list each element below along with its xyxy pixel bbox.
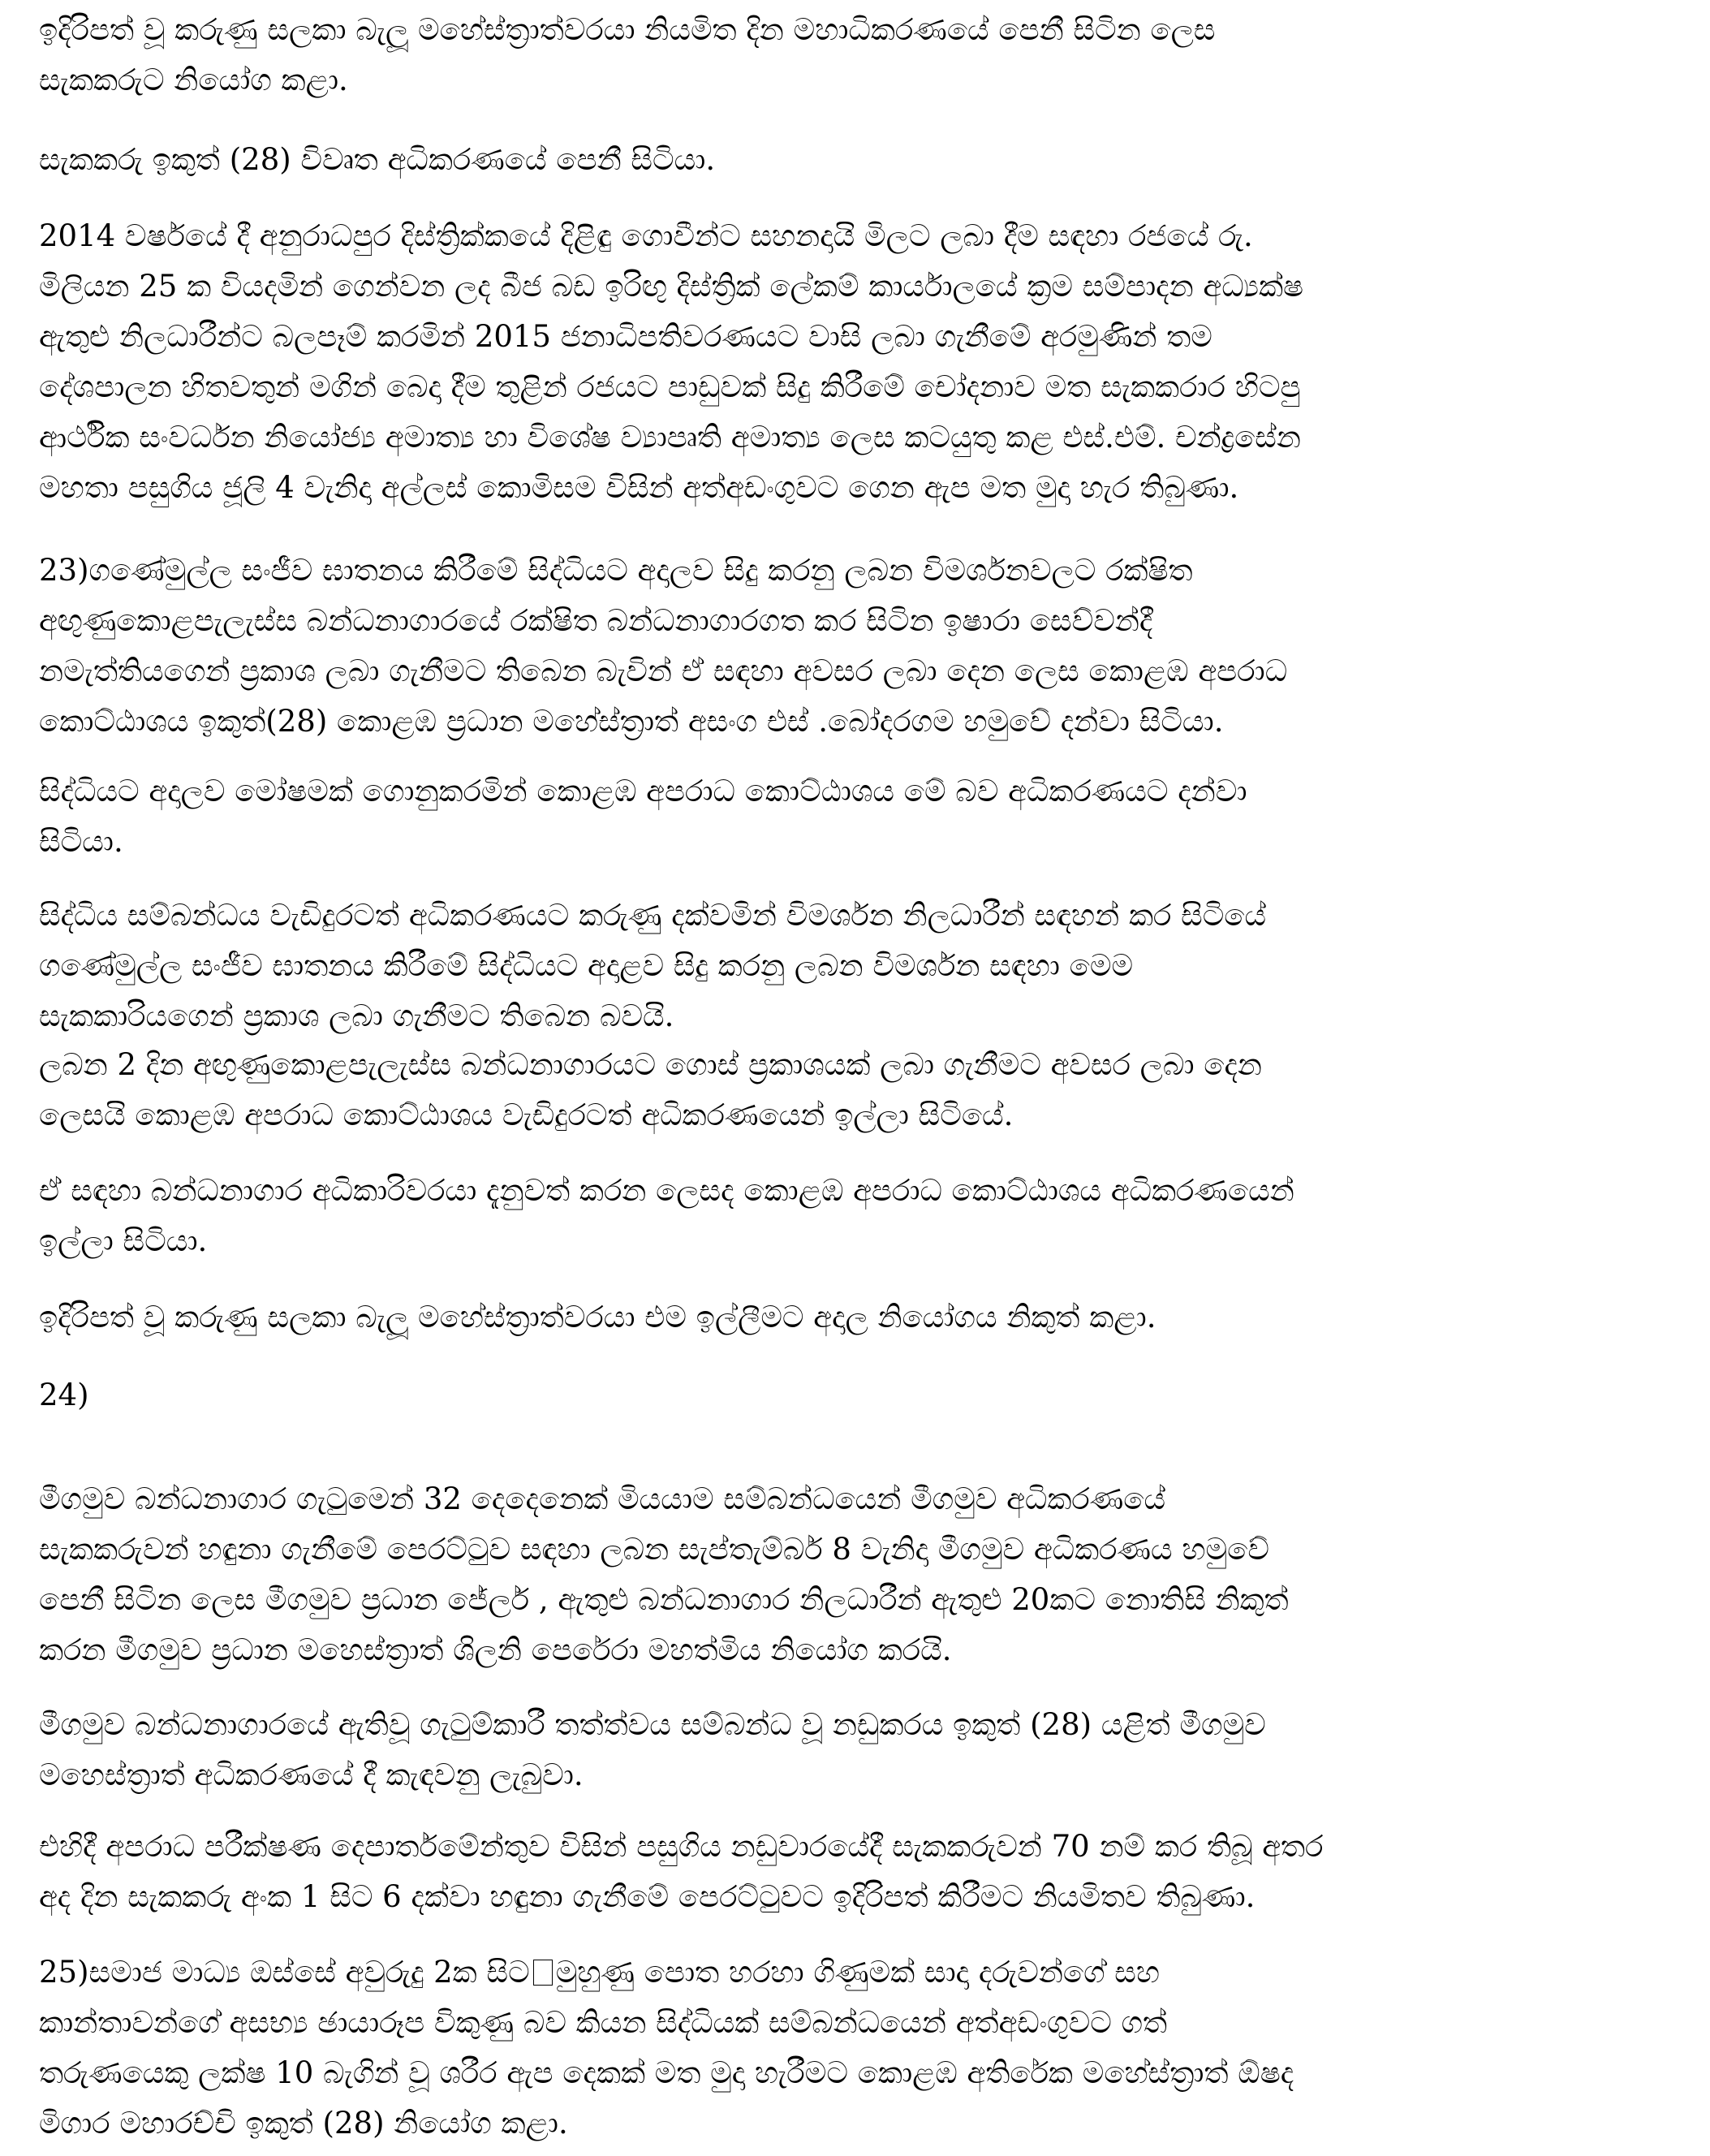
missing-glyph-box-icon	[533, 1960, 553, 1986]
text-line: සිටියා.	[39, 824, 123, 859]
text-segment: 25)සමාජ මාධ්‍ය ඔස්සේ අවුරුදු 2ක සිට	[39, 1955, 530, 1990]
text-line: අද දින සැකකරු අංක 1 සිට 6 දක්වා හඳුනා ගැනීමේ පෙරට්ටුවට ඉදිරිපත් කිරීමට නියමිතව තිබුණා.	[39, 1879, 1256, 1914]
paragraph-1	[39, 5, 1216, 106]
paragraph-8	[39, 1166, 1294, 1266]
text-line: කරන මීගමුව ප්‍රධාන මහෙස්ත්‍රාත් ශිලනි පෙරේරා මහත්මිය නියෝග කරයි.	[39, 1632, 952, 1667]
text-line: ගණේමුල්ල සංජීව ඝාතනය කිරීමේ සිද්ධියට අදාළව සිදු කරනු ලබන විමර්ශන සඳහා මෙම	[39, 948, 1134, 983]
text-line: සිද්ධිය සම්බන්ධය වැඩිදුරටත් අධිකරණයට කරුණු දක්වමින් විමර්ශන නිලධාරීන් සඳහන් කර සිටියේ	[39, 898, 1267, 933]
text-line: ඒ සඳහා බන්ධනාගාර අධිකාරිවරයා දැනුවත් කරන ලෙසද කොළඹ අපරාධ කොට්ඨාශය අධිකරණයෙන්	[39, 1173, 1294, 1208]
text-line: සැකකාරියගෙන් ප්‍රකාශ ලබා ගැනීමට තිබෙන බවයි.	[39, 998, 674, 1033]
text-line: කාන්තාවන්ගේ අසභ්‍ය ඡායාරූප විකුණු බව කියන සිද්ධියක් සම්බන්ධයෙන් අත්අඩංගුවට ගත්	[39, 2005, 1168, 2040]
text-line: එහිදී අපරාධ පරීක්ෂණ දෙපාර්තමේන්තුව විසින් පසුගිය නඩුවාරයේදී සැකකරුවන් 70 නම් කර තිබූ අතර	[39, 1829, 1324, 1864]
text-segment: මුහුණු පොත හරහා ගිණුමක් සාදා දරුවන්ගේ සහ	[555, 1955, 1161, 1990]
paragraph-11	[39, 1474, 1289, 1675]
text-line: සැකකරුවන් හඳුනා ගැනීමේ පෙරට්ටුව සඳහා ලබන සැප්තැම්බර් 8 වැනිදා මීගමුව අධිකරණය හමුවේ	[39, 1532, 1269, 1567]
text-line: ඇතුළු නිලධාරීන්ට බලපෑම් කරමින් 2015 ජනාධිපතිවරණයට වාසි ලබා ගැනීමේ අරමුණින් තම	[39, 319, 1213, 354]
text-line: මිගාර මහාරච්චි ඉකුත් (28) නියෝග කළා.	[39, 2106, 568, 2141]
text-line: ආර්ථික සංවර්ධන නියෝජ්‍ය අමාත්‍ය හා විශේෂ ව්‍යාපෘති අමාත්‍ය ලෙස කටයුතු කළ එස්.එම්. චන්ද්‍රසේන	[39, 420, 1301, 455]
text-line: තරුණයෙකු ලක්ෂ 10 බැගින් වූ ශරීර ඇප දෙකක් මත මුදා හැරීමට කොළඹ අතිරේක මහේස්ත්‍රාත් ඕෂද	[39, 2055, 1294, 2090]
text-line: අඟුණුකොළපැලැස්ස බන්ධනාගාරයේ රක්ෂිත බන්ධනාගාරගත කර සිටින ඉෂාරා සෙව්වන්දී	[39, 603, 1153, 638]
text-line: 24)	[39, 1378, 89, 1412]
text-line: කොට්ඨාශය ඉකුත්(28) කොළඹ ප්‍රධාන මහේස්ත්‍රාත් අසංග එස් .බෝදරගම හමුවේ දන්වා සිටියා.	[39, 704, 1224, 739]
paragraph-12	[39, 1700, 1266, 1800]
text-line: මහතා පසුගිය ජූලි 4 වැනිදා අල්ලස් කොමිසම විසින් අත්අඩංගුවට ගෙන ඇප මත මුදා හැර තිබුණා.	[39, 470, 1239, 505]
paragraph-4	[39, 545, 1287, 747]
text-line: මහෙස්ත්‍රාත් අධිකරණයේ දී කැඳවනු ලැබුවා.	[39, 1757, 584, 1792]
paragraph-9	[39, 1292, 1156, 1343]
text-line: සැකකරු ඉකුත් (28) විවෘත අධිකරණයේ පෙනී සිටියා.	[39, 142, 716, 177]
text-line: දේශපාලන හිතවතුන් මගින් බෙදා දීම තුළින් රජයට පාඩුවක් සිදු කිරීමේ චෝදනාව මත සැකකරාර හිටපු	[39, 369, 1301, 404]
text-line: නමැත්තියගෙන් ප්‍රකාශ ලබා ගැනීමට තිබෙන බැවින් ඒ සඳහා අවසර ලබා දෙන ලෙස කොළඹ අපරාධ	[39, 653, 1288, 688]
text-line: ඉල්ලා සිටියා.	[39, 1223, 208, 1258]
text-line: මීගමුව බන්ධනාගාරයේ ඇතිවූ ගැටුම්කාරී තත්ත්වය සම්බන්ධ වූ නඩුකරය ඉකුත් (28) යළිත් මීගමුව	[39, 1707, 1266, 1742]
paragraph-3	[39, 211, 1303, 513]
paragraph-10	[39, 1370, 89, 1421]
paragraph-2	[39, 135, 715, 185]
paragraph-13	[39, 1822, 1323, 1922]
text-line: 23)ගණේමුල්ල සංජීව ඝාතනය කිරීමේ සිද්ධියට අදාලව සිදු කරනු ලබන විමර්ශනවලට රක්ෂිත	[39, 553, 1193, 588]
text-line: ලබන 2 දින අඟුණුකොළපැලැස්ස බන්ධනාගාරයට ගොස් ප්‍රකාශයක් ලබා ගැනීමට අවසර ලබා දෙන	[39, 1047, 1262, 1082]
paragraph-6	[39, 890, 1266, 1041]
text-line	[39, 1947, 1294, 1998]
text-line: මිලියන 25 ක වියදමින් ගෙන්වන ලද බීජ බඩ ඉරිඟු දිස්ත්‍රික් ලේකම් කාර්යාලයේ ක්‍රම සම්පාදන අධ්‍යක්ෂ	[39, 269, 1304, 304]
text-line: සැකකරුට නියෝග කළා.	[39, 63, 348, 97]
text-line: මීගමුව බන්ධනාගාර ගැටුමෙන් 32 දෙදෙනෙක් මියයාම සම්බන්ධයෙන් මීගමුව අධිකරණයේ	[39, 1481, 1166, 1516]
text-line: 2014 වර්ෂයේ දී අනුරාධපුර දිස්ත්‍රික්කයේ දිළිඳු ගොවීන්ට සහනදායි මිලට ලබා දීම සඳහා රජයේ රු.	[39, 218, 1253, 253]
text-line: ලෙසයි කොළඹ අපරාධ කොට්ඨාශය වැඩිදුරටත් අධිකරණයෙන් ඉල්ලා සිටියේ.	[39, 1097, 1014, 1132]
text-line: සිද්ධියට අදාලව මෝෂමක් ගොනුකරමින් කොළඹ අපරාධ කොට්ඨාශය මේ බව අධිකරණයට දන්වා	[39, 774, 1247, 808]
text-line: පෙනී සිටින ලෙස මීගමුව ප්‍රධාන ජේලර් , ඇතුළු බන්ධනාගාර නිලධාරීන් ඇතුළු 20කට නොතිසි නිකුත්	[39, 1582, 1289, 1617]
text-line: ඉදිරිපත් වූ කරුණු සලකා බැලූ මහේස්ත්‍රාත්වරයා එම ඉල්ලීමට අදාල නියෝගය නිකුත් කළා.	[39, 1300, 1157, 1335]
paragraph-5	[39, 766, 1247, 867]
paragraph-14	[39, 1947, 1294, 2149]
paragraph-7	[39, 1040, 1262, 1141]
text-line: ඉදිරිපත් වූ කරුණු සලකා බැලූ මහේස්ත්‍රාත්වරයා නියමිත දින මහාධිකරණයේ පෙනී සිටින ලෙස	[39, 12, 1216, 47]
